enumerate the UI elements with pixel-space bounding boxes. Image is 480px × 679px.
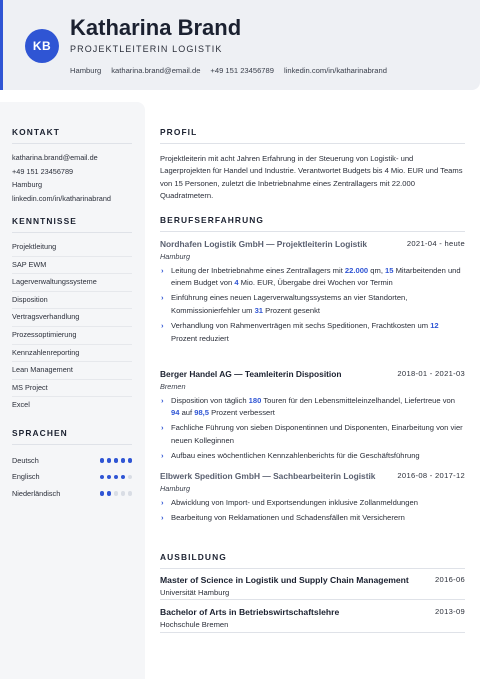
profile-summary xyxy=(160,153,465,202)
resume-header xyxy=(0,0,480,90)
language-name: Deutsch xyxy=(12,455,39,465)
profile-heading: PROFIL xyxy=(160,127,465,144)
skill-item: SAP EWM xyxy=(12,257,132,275)
institution-name: Hochschule Bremen xyxy=(160,620,229,629)
level-dot xyxy=(121,475,126,480)
education-entry xyxy=(160,607,465,629)
job-bullet xyxy=(160,422,465,447)
highlight-number: 12 xyxy=(430,321,439,331)
job-date: 2018-01 - 2021-03 xyxy=(397,369,465,378)
job-title: PROJEKTLEITERIN LOGISTIK xyxy=(70,44,223,54)
skill-item: Disposition xyxy=(12,292,132,310)
highlight-number: 31 xyxy=(254,305,264,315)
institution-name: Universität Hamburg xyxy=(160,588,230,597)
sidebar-linkedin[interactable]: linkedin.com/in/katharinabrand xyxy=(12,193,111,203)
candidate-name: Katharina Brand xyxy=(70,15,242,40)
language-list xyxy=(12,452,132,502)
level-dot xyxy=(128,475,133,480)
skill-item: MS Project xyxy=(12,380,132,398)
text-run: Fachliche Führung von sieben Disponentinnen und Disponenten, Einarbeitung von vier neuen Kolleginnen xyxy=(171,423,463,445)
contact-heading: KONTAKT xyxy=(12,127,132,144)
sidebar xyxy=(0,102,145,679)
text-run: Abwicklung von Import- und Exportsendungen inklusive Zollanmeldungen xyxy=(171,497,418,507)
highlight-number: 22.000 xyxy=(344,265,369,275)
level-dot xyxy=(121,458,126,463)
language-level-dots xyxy=(100,458,133,463)
text-run: Mitarbeitenden und einem Budget von xyxy=(171,265,461,287)
job-location: Bremen xyxy=(160,381,186,391)
job-bullets xyxy=(160,497,465,525)
skill-item: Prozessoptimierung xyxy=(12,327,132,345)
education-entry xyxy=(160,575,465,597)
text-run: Leitung der Inbetriebnahme eines Zentrallagers mit xyxy=(171,265,345,275)
text-run: auf xyxy=(179,407,195,417)
header-email[interactable]: katharina.brand@email.de xyxy=(111,66,201,75)
job-entry xyxy=(160,369,465,466)
skills-section xyxy=(12,216,132,415)
degree-date: 2016-06 xyxy=(435,575,465,584)
header-phone[interactable]: +49 151 23456789 xyxy=(210,66,274,75)
language-name: Niederländisch xyxy=(12,488,61,498)
language-name: Englisch xyxy=(12,472,40,482)
job-date: 2021-04 - heute xyxy=(406,239,465,248)
experience-heading: BERUFSERFAHRUNG xyxy=(160,215,465,232)
skill-item: Kennzahlenreporting xyxy=(12,345,132,363)
job-entry xyxy=(160,239,465,348)
sidebar-phone[interactable]: +49 151 23456789 xyxy=(12,166,74,176)
highlight-number: 94 xyxy=(171,407,180,417)
education-divider xyxy=(160,632,465,633)
sidebar-email[interactable]: katharina.brand@email.de xyxy=(12,153,98,162)
degree-name: Bachelor of Arts in Betriebswirtschaftslehre xyxy=(160,607,340,617)
level-dot xyxy=(107,475,112,480)
highlight-number: 4 xyxy=(234,277,239,287)
header-location: Hamburg xyxy=(70,66,102,75)
text-run: Prozent gesenkt xyxy=(263,305,321,315)
avatar: KB xyxy=(25,29,59,63)
job-bullet xyxy=(160,512,465,524)
level-dot xyxy=(128,458,133,463)
text-run: Disposition von täglich xyxy=(171,395,249,405)
level-dot xyxy=(121,491,126,496)
level-dot xyxy=(114,491,119,496)
highlight-number: 180 xyxy=(248,395,262,405)
profile-section xyxy=(160,127,465,202)
level-dot xyxy=(114,458,119,463)
job-location: Hamburg xyxy=(160,251,191,261)
language-row xyxy=(12,469,132,486)
job-bullets xyxy=(160,395,465,463)
text-run: Projektleiterin mit acht Jahren Erfahrung in der Steuerung von Logistik- und Lagerprojekten für Handel und Industrie. Verantwortet Budgets bis 4 Mio. EUR und Teams von 15 Personen, zuletzt die Inbetriebnahme eines Zentrallagers mit 22.000 Quadratmetern. xyxy=(160,154,463,200)
job-bullet xyxy=(160,497,465,509)
text-run: Bearbeitung von Reklamationen und Schadensfällen mit Versicherern xyxy=(171,512,405,522)
skills-heading: KENNTNISSE xyxy=(12,216,132,233)
skill-item: Excel xyxy=(12,400,30,410)
text-run: Aufbau eines wöchentlichen Kennzahlenberichts für die Geschäftsführung xyxy=(171,451,420,461)
language-row xyxy=(12,452,132,469)
level-dot xyxy=(100,491,105,496)
job-bullet xyxy=(160,450,465,462)
language-row xyxy=(12,485,132,502)
job-position: Nordhafen Logistik GmbH — Projektleiterin Logistik xyxy=(160,239,368,249)
job-bullet xyxy=(160,320,465,345)
education-section xyxy=(160,552,465,629)
text-run: Einführung eines neuen Lagerverwaltungssystems an vier Standorten, Kommissionierfehler um xyxy=(171,293,408,315)
education-divider xyxy=(160,599,465,600)
job-bullets xyxy=(160,265,465,345)
language-level-dots xyxy=(100,475,133,480)
job-bullet xyxy=(160,395,465,420)
languages-section xyxy=(12,428,132,502)
text-run: Prozent reduziert xyxy=(171,333,229,343)
education-heading: AUSBILDUNG xyxy=(160,552,465,569)
sidebar-location: Hamburg xyxy=(12,180,43,189)
languages-heading: SPRACHEN xyxy=(12,428,132,445)
job-position: Elbwerk Spedition GmbH — Sachbearbeiterin Logistik xyxy=(160,471,376,481)
language-level-dots xyxy=(100,491,133,496)
level-dot xyxy=(128,491,133,496)
text-run: qm, xyxy=(368,265,386,275)
header-linkedin[interactable]: linkedin.com/in/katharinabrand xyxy=(283,66,387,75)
skill-item: Lean Management xyxy=(12,362,132,380)
level-dot xyxy=(114,475,119,480)
degree-name: Master of Science in Logistik und Supply Chain Management xyxy=(160,575,409,585)
header-contact-row xyxy=(70,66,387,75)
highlight-number: 98,5 xyxy=(194,407,210,417)
job-position: Berger Handel AG — Teamleiterin Disposition xyxy=(160,369,342,379)
level-dot xyxy=(107,458,112,463)
level-dot xyxy=(107,491,112,496)
skill-item: Projektleitung xyxy=(12,239,132,257)
skill-item: Vertragsverhandlung xyxy=(12,309,132,327)
text-run: Prozent verbessert xyxy=(209,407,275,417)
contact-section xyxy=(12,127,132,205)
job-date: 2016-08 - 2017-12 xyxy=(397,471,465,480)
job-location: Hamburg xyxy=(160,483,191,493)
job-bullet xyxy=(160,292,465,317)
experience-section xyxy=(160,215,465,545)
level-dot xyxy=(100,475,105,480)
job-bullet xyxy=(160,265,465,290)
skill-item: Lagerverwaltungssysteme xyxy=(12,274,132,292)
text-run: Verhandlung von Rahmenverträgen mit sechs Speditionen, Frachtkosten um xyxy=(171,321,431,331)
degree-date: 2013-09 xyxy=(435,607,465,616)
level-dot xyxy=(100,458,105,463)
job-entry xyxy=(160,471,465,527)
highlight-number: 15 xyxy=(385,265,394,275)
text-run: Touren für den Lebensmitteleinzelhandel, Liefertreue von xyxy=(261,395,455,405)
text-run: Mio. EUR, Übergabe drei Wochen vor Termin xyxy=(238,277,393,287)
